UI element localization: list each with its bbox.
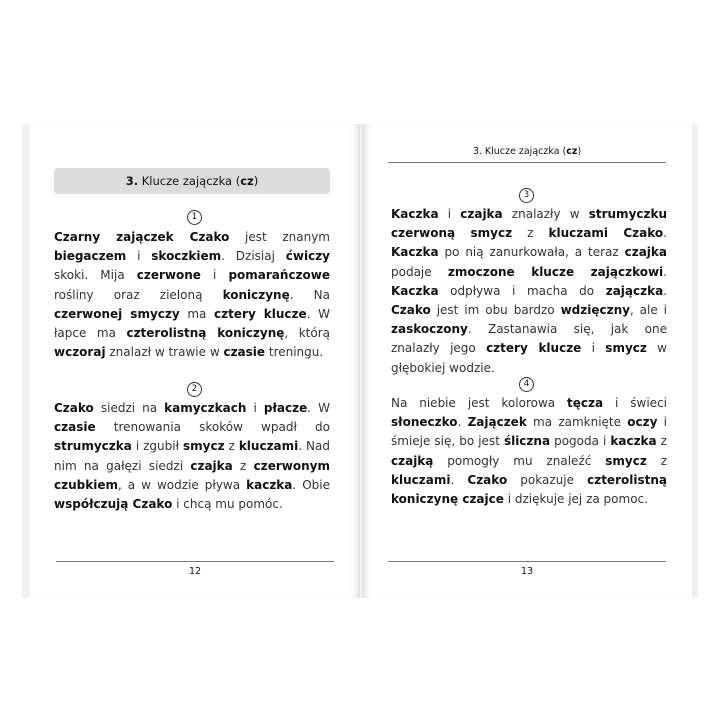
text-run: i chcą mu pomóc. — [172, 497, 283, 512]
text-run: , a w wodzie pływa — [117, 477, 247, 492]
text-run: . W łapce ma — [54, 306, 330, 341]
page-number: 13 — [388, 561, 666, 577]
text-run: i dziękuje jej za pomoc. — [503, 492, 648, 507]
highlighted-word: czasie — [54, 420, 96, 435]
story-paragraph — [54, 399, 330, 514]
text-run: z — [232, 458, 254, 473]
text-run: siedzi na — [93, 401, 165, 415]
text-run: . Nad nim na gałęzi siedzi — [54, 439, 330, 473]
highlighted-word: strumyczka — [54, 439, 132, 454]
highlighted-word: cztery klucze — [486, 341, 582, 356]
highlighted-word: kluczami Czako — [548, 226, 664, 241]
text-run: odpływa i macha do — [438, 283, 606, 298]
text-run: z — [512, 226, 549, 241]
chapter-code-close: ) — [253, 174, 259, 188]
text-run: pogoda i — [550, 434, 611, 449]
text-run: . W — [307, 401, 330, 415]
text-run: i śmieje się, bo jest — [391, 415, 667, 449]
highlighted-word: biegaczem — [54, 249, 127, 264]
highlighted-word: czterolistną koniczynę — [126, 326, 285, 341]
text-run: jest znanym — [229, 230, 330, 244]
text-run: , którą — [284, 326, 330, 341]
highlighted-word: Czako — [467, 472, 508, 487]
text-run: i — [200, 268, 229, 283]
right-page — [362, 124, 692, 598]
highlighted-word: kaczka — [610, 434, 657, 449]
text-run: z — [646, 453, 667, 468]
running-header-title: 3. Klucze zajączka — [472, 146, 560, 157]
text-run: Na niebie jest kolorowa — [391, 396, 568, 410]
section-number-badge: 1 — [187, 210, 202, 225]
highlighted-word: Kaczka — [391, 283, 439, 298]
text-run: znalazły w — [502, 207, 589, 221]
highlighted-word: kluczami — [391, 472, 451, 487]
running-header — [388, 146, 666, 163]
highlighted-word: pomarańczowe — [228, 268, 331, 283]
open-book — [22, 124, 698, 598]
story-paragraph — [54, 228, 330, 362]
story-paragraph — [391, 394, 667, 509]
highlighted-word: oczy — [627, 415, 658, 430]
chapter-title: Klucze zajączka — [141, 174, 233, 188]
text-run: i — [438, 207, 461, 221]
text-run: . Obie — [292, 477, 330, 492]
text-run: . — [663, 226, 667, 241]
text-run: trenowania skoków wpadł do — [95, 420, 330, 435]
text-run: z — [224, 439, 239, 454]
text-run: znalazł w trawie w — [105, 345, 224, 360]
highlighted-word: ćwiczy — [285, 249, 330, 264]
text-run: pomogły mu znaleźć — [433, 453, 606, 468]
text-run: i zgubił — [131, 439, 183, 454]
highlighted-word: słoneczko — [391, 415, 458, 430]
text-run: rośliny oraz zieloną — [54, 287, 223, 302]
text-run: i — [246, 401, 264, 415]
highlighted-word: czasie — [223, 345, 266, 360]
highlighted-word: czterolistną koniczynę czajce — [391, 472, 667, 507]
text-run: z — [656, 434, 667, 449]
highlighted-word: strumyczku czerwoną smycz — [391, 207, 668, 241]
chapter-title-box — [54, 168, 330, 194]
highlighted-word: kamyczkach — [164, 401, 247, 415]
text-run: po nią zanurkowała, a teraz — [438, 245, 625, 260]
text-run: . Na — [289, 287, 330, 302]
highlighted-word: czajka — [460, 207, 503, 221]
highlighted-word: czajka — [190, 458, 233, 473]
text-run: i — [126, 249, 152, 264]
section-number-badge: 3 — [519, 188, 534, 203]
section-number-badge: 2 — [187, 382, 202, 397]
chapter-number: 3. — [125, 174, 139, 188]
text-run: . — [450, 472, 468, 487]
highlighted-word: kaczka — [246, 477, 293, 492]
chapter-code-open: ( — [235, 174, 241, 188]
text-run: treningu. — [265, 345, 324, 360]
text-run: i — [581, 341, 606, 356]
highlighted-word: współczują Czako — [54, 497, 173, 512]
highlighted-word: skoczkiem — [151, 249, 222, 264]
text-run: skoki. Mija — [54, 268, 137, 283]
highlighted-word: zmoczone klucze zajączkowi — [447, 264, 664, 279]
highlighted-word: śliczna — [503, 434, 551, 449]
highlighted-word: cztery klucze — [214, 306, 307, 321]
highlighted-word: płacze — [263, 401, 308, 415]
text-run: ma zamknięte — [526, 415, 628, 430]
running-header-code-close: ) — [577, 146, 582, 157]
text-run: , ale i — [629, 303, 667, 318]
text-run: jest im obu bardzo — [430, 303, 561, 318]
running-header-code: cz — [566, 146, 578, 157]
text-run: . Dzisiaj — [221, 249, 286, 264]
highlighted-word: smycz — [605, 453, 647, 468]
highlighted-word: wdzięczny — [560, 303, 630, 318]
chapter-code: cz — [240, 174, 254, 188]
text-run: pokazuje — [507, 472, 588, 487]
highlighted-word: Kaczka — [391, 245, 439, 260]
highlighted-word: Czarny zajączek Czako — [54, 230, 230, 244]
text-run: . — [457, 415, 468, 430]
highlighted-word: smycz — [605, 341, 647, 356]
text-run: w głębokiej wodzie. — [391, 341, 668, 375]
highlighted-word: zaskoczony — [391, 322, 468, 337]
text-run: . Zastanawia się, jak one znalazły jego — [391, 322, 667, 356]
text-run: i świeci — [603, 396, 668, 410]
highlighted-word: kluczami — [238, 439, 299, 454]
story-paragraph — [391, 205, 667, 378]
highlighted-word: czajka — [624, 245, 667, 260]
page-number: 12 — [56, 561, 334, 577]
text-run: . — [663, 283, 667, 298]
highlighted-word: Zajączek — [467, 415, 527, 430]
highlighted-word: czerwone — [136, 268, 201, 283]
highlighted-word: czerwonej smyczy — [54, 306, 180, 321]
highlighted-word: czerwonym czubkiem — [54, 458, 330, 492]
highlighted-word: Czako — [54, 401, 94, 415]
highlighted-word: tęcza — [567, 396, 604, 410]
highlighted-word: Kaczka — [391, 207, 439, 221]
text-run: podaje — [391, 264, 448, 279]
text-run: . — [663, 264, 667, 279]
highlighted-word: Czako — [391, 303, 431, 318]
section-number-badge: 4 — [519, 377, 534, 392]
highlighted-word: koniczynę — [222, 287, 290, 302]
left-page — [30, 124, 360, 598]
highlighted-word: czajką — [391, 453, 434, 468]
highlighted-word: wczoraj — [54, 345, 106, 360]
running-header-code-open: ( — [562, 146, 567, 157]
text-run: ma — [179, 306, 215, 321]
highlighted-word: smycz — [182, 439, 225, 454]
highlighted-word: zajączka — [605, 283, 664, 298]
